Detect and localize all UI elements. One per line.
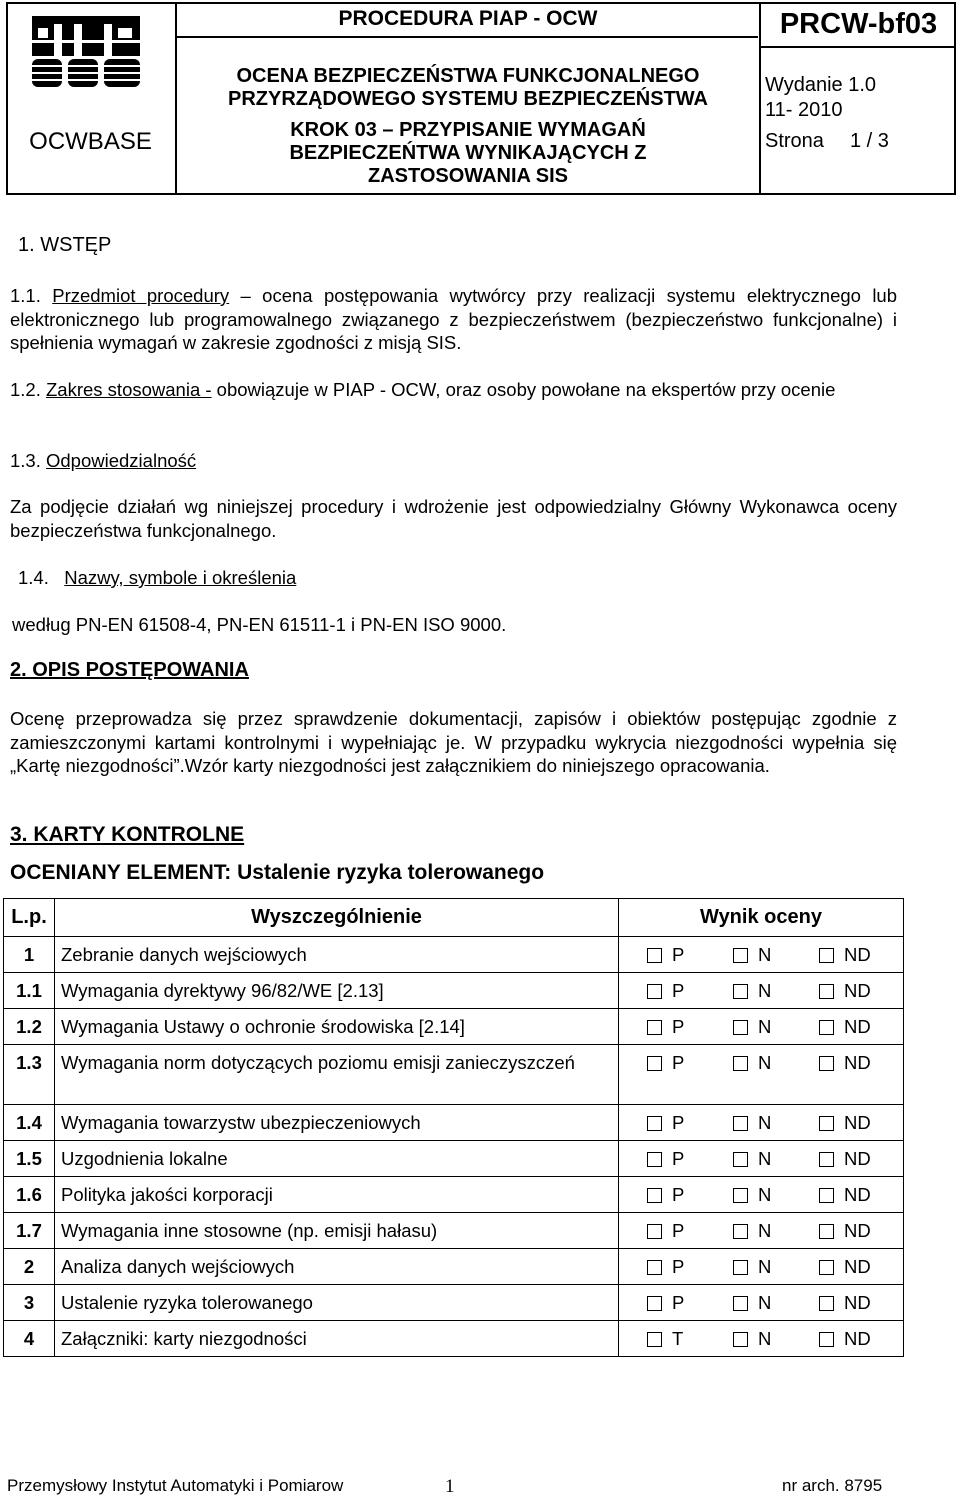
option-2-label: N [758,1016,772,1037]
checkbox-icon[interactable] [819,1296,834,1311]
option-3-label: ND [844,944,871,965]
section-1-2-text: obowiązuje w PIAP - OCW, oraz osoby powołane na ekspertów przy ocenie [211,379,836,400]
section-2-text: Ocenę przeprowadza się przez sprawdzenie dokumentacji, zapisów i obiektów postępując zgodnie z zamieszczonymi kartami kontrolnymi i wypełniając je. W przypadku wykrycia niezgodności wypełnia się „Kartę niezgodności”.Wzór karty niezgodności jest załącznikiem do niniejszego opracowania. [10,708,897,776]
footer-page-number: 1 [445,1476,455,1497]
option-1[interactable] [647,1148,733,1170]
row-description: Wymagania norm dotyczących poziomu emisji zanieczyszczeń [55,1045,619,1105]
option-3-label: ND [844,1328,871,1349]
section-1-2 [10,378,897,402]
option-1[interactable] [647,1016,733,1038]
checkbox-icon[interactable] [647,1152,662,1167]
option-3-label: ND [844,1256,871,1277]
title-line-5: ZASTOSOWANIA SIS [367,165,569,187]
title-line-3: KROK 03 – PRZYPISANIE WYMAGAŃ [290,119,646,141]
checkbox-icon[interactable] [819,1020,834,1035]
option-1-label: P [672,1016,685,1037]
option-2-label: N [758,1148,772,1169]
option-2[interactable] [733,1256,819,1278]
section-1-2-title: Zakres stosowania - [46,379,212,400]
option-1-label: P [672,1148,685,1169]
row-description: Wymagania towarzystw ubezpieczeniowych [55,1105,619,1141]
option-3[interactable] [819,1148,871,1170]
checkbox-icon[interactable] [819,1332,834,1347]
option-1[interactable] [647,1112,733,1134]
checkbox-icon[interactable] [819,1224,834,1239]
option-2-label: N [758,944,772,965]
option-3-label: ND [844,1148,871,1169]
table-row [4,973,904,1009]
document-code: PRCW-bf03 [779,8,938,40]
footer-archive: nr arch. 8795 [782,1476,883,1495]
table-row [4,1321,904,1357]
edition: Wydanie 1.0 [765,74,876,96]
section-2-heading: 2. OPIS POSTĘPOWANIA [10,659,249,681]
option-1[interactable] [647,980,733,1002]
option-3[interactable] [819,1052,871,1074]
option-1[interactable] [647,1256,733,1278]
checkbox-icon[interactable] [647,1056,662,1071]
table-row [4,937,904,973]
option-2[interactable] [733,1016,819,1038]
option-3[interactable] [819,944,871,966]
option-3[interactable] [819,980,871,1002]
section-3-heading: 3. KARTY KONTROLNE [10,823,245,846]
row-number: 2 [4,1249,55,1285]
piap-ocw-logo [8,4,173,104]
option-1-label: P [672,1256,685,1277]
checkbox-icon[interactable] [733,1224,748,1239]
table-row [4,1141,904,1177]
section-1-1 [10,284,897,355]
title-line-2: PRZYRZĄDOWEGO SYSTEMU BEZPIECZEŃSTWA [227,88,709,110]
option-2[interactable] [733,1184,819,1206]
checkbox-icon[interactable] [647,984,662,999]
row-number: 1.5 [4,1141,55,1177]
option-2-label: N [758,1184,772,1205]
table-row [4,1009,904,1045]
checkbox-icon[interactable] [733,1152,748,1167]
row-number: 4 [4,1321,55,1357]
checkbox-icon[interactable] [733,1260,748,1275]
option-1-label: P [672,980,685,1001]
checkbox-icon[interactable] [733,1296,748,1311]
checkbox-icon[interactable] [733,1020,748,1035]
option-1[interactable] [647,1328,733,1350]
assessed-element: OCENIANY ELEMENT: Ustalenie ryzyka tolerowanego [10,861,545,884]
table-row [4,1213,904,1249]
section-1-3-title: Odpowiedzialność [46,450,197,471]
row-description: Wymagania dyrektywy 96/82/WE [2.13] [55,973,619,1009]
checkbox-icon[interactable] [647,948,662,963]
row-description: Załączniki: karty niezgodności [55,1321,619,1357]
option-1[interactable] [647,1184,733,1206]
option-3-label: ND [844,1220,871,1241]
row-description: Ustalenie ryzyka tolerowanego [55,1285,619,1321]
row-result [619,1249,904,1285]
header-result: Wynik oceny [619,899,904,937]
header-description: Wyszczególnienie [55,899,619,937]
checkbox-icon[interactable] [647,1188,662,1203]
table-row [4,1105,904,1141]
option-1-label: P [672,1292,685,1313]
row-description: Wymagania inne stosowne (np. emisji hałasu) [55,1213,619,1249]
section-1-4-heading [18,566,905,590]
checkbox-icon[interactable] [733,1188,748,1203]
row-number: 1.4 [4,1105,55,1141]
option-3-label: ND [844,1184,871,1205]
option-1[interactable] [647,1220,733,1242]
row-number: 1.7 [4,1213,55,1249]
row-number: 3 [4,1285,55,1321]
row-result [619,1285,904,1321]
row-number: 1.6 [4,1177,55,1213]
document-header [6,2,956,195]
row-result [619,1045,904,1105]
checkbox-icon[interactable] [819,984,834,999]
row-description: Analiza danych wejściowych [55,1249,619,1285]
option-2[interactable] [733,1220,819,1242]
checkbox-icon[interactable] [733,1116,748,1131]
checkbox-icon[interactable] [647,1020,662,1035]
checkbox-icon[interactable] [647,1332,662,1347]
option-3[interactable] [819,1184,871,1206]
section-1-1-text: – ocena postępowania wytwórcy przy realizacji systemu elektrycznego lub elektronicznego lub programowalnego związanego z bezpieczeństwem (bezpieczeństwo funkcjonalne) i spełnienia wymagań w zakresie zgodności z misją SIS. [10,285,898,353]
table-row [4,1177,904,1213]
option-3-label: ND [844,1292,871,1313]
page-value: 1 / 3 [850,130,889,152]
row-result [619,1141,904,1177]
table-header-row [4,899,904,937]
section-1-2-number: 1.2. [10,379,41,400]
option-2[interactable] [733,1148,819,1170]
table-row [4,1249,904,1285]
checkbox-icon[interactable] [647,1224,662,1239]
checkbox-icon[interactable] [647,1260,662,1275]
table-row [4,1285,904,1321]
checkbox-icon[interactable] [733,1332,748,1347]
row-description: Wymagania Ustawy o ochronie środowiska [2.14] [55,1009,619,1045]
option-2[interactable] [733,980,819,1002]
option-1-label: P [672,1184,685,1205]
option-1-label: P [672,1052,685,1073]
option-1-label: P [672,1220,685,1241]
option-2[interactable] [733,1052,819,1074]
row-result [619,1105,904,1141]
row-result [619,973,904,1009]
section-1-4-title: Nazwy, symbole i określenia [64,567,297,588]
option-3-label: ND [844,1016,871,1037]
checkbox-icon[interactable] [819,1152,834,1167]
section-1-3-text: Za podjęcie działań wg niniejszej procedury i wdrożenie jest odpowiedzialny Główny Wykonawca oceny bezpieczeństwa funkcjonalnego. [10,496,897,541]
checklist-table [3,898,904,1357]
checkbox-icon[interactable] [733,948,748,963]
checkbox-icon[interactable] [647,1116,662,1131]
company-name: OCWBASE [29,128,152,155]
row-number: 1.2 [4,1009,55,1045]
title-line-1: OCENA BEZPIECZEŃSTWA FUNKCJONALNEGO [236,65,700,87]
option-3[interactable] [819,1292,871,1314]
row-description: Uzgodnienia lokalne [55,1141,619,1177]
section-1-1-number: 1.1. [10,285,41,306]
checkbox-icon[interactable] [819,1056,834,1071]
option-3-label: ND [844,980,871,1001]
option-2[interactable] [733,1292,819,1314]
page-label: Strona [765,130,824,152]
section-1-4-number: 1.4. [18,567,49,588]
section-1-1-title: Przedmiot procedury [52,285,230,306]
checkbox-icon[interactable] [819,948,834,963]
option-2-label: N [758,1052,772,1073]
option-2[interactable] [733,1112,819,1134]
section-1-heading: 1. WSTĘP [18,234,112,256]
row-result [619,1321,904,1357]
option-3-label: ND [844,1052,871,1073]
checkbox-icon[interactable] [647,1296,662,1311]
option-3[interactable] [819,1256,871,1278]
row-result [619,937,904,973]
checkbox-icon[interactable] [733,1056,748,1071]
option-1[interactable] [647,944,733,966]
checkbox-icon[interactable] [733,984,748,999]
option-1[interactable] [647,1292,733,1314]
checkbox-icon[interactable] [819,1188,834,1203]
checkbox-icon[interactable] [819,1260,834,1275]
option-2-label: N [758,1328,772,1349]
checkbox-icon[interactable] [819,1116,834,1131]
option-1-label: T [672,1328,684,1349]
option-3[interactable] [819,1016,871,1038]
row-description: Polityka jakości korporacji [55,1177,619,1213]
option-1-label: P [672,1112,685,1133]
option-3-label: ND [844,1112,871,1133]
edition-date: 11- 2010 [765,99,843,121]
option-2-label: N [758,1112,772,1133]
row-result [619,1009,904,1045]
option-3[interactable] [819,1328,871,1350]
row-description: Zebranie danych wejściowych [55,937,619,973]
option-1-label: P [672,944,685,965]
option-2-label: N [758,1220,772,1241]
row-number: 1.1 [4,973,55,1009]
row-number: 1 [4,937,55,973]
option-2-label: N [758,1292,772,1313]
option-2[interactable] [733,944,819,966]
row-result [619,1177,904,1213]
table-row [4,1045,904,1105]
option-2-label: N [758,1256,772,1277]
section-1-3-number: 1.3. [10,450,41,471]
option-1[interactable] [647,1052,733,1074]
header-lp: L.p. [4,899,55,937]
row-result [619,1213,904,1249]
option-3[interactable] [819,1220,871,1242]
row-number: 1.3 [4,1045,55,1105]
option-2[interactable] [733,1328,819,1350]
option-3[interactable] [819,1112,871,1134]
section-1-4-text: według PN-EN 61508-4, PN-EN 61511-1 i PN-EN ISO 9000. [12,614,507,635]
title-line-4: BEZPIECZEŃTWA WYNIKAJĄCYCH Z [289,142,647,164]
procedure-title: PROCEDURA PIAP - OCW [338,7,598,30]
section-1-3-heading [10,449,897,473]
footer-institute: Przemysłowy Instytut Automatyki i Pomiarow [7,1476,344,1495]
option-2-label: N [758,980,772,1001]
